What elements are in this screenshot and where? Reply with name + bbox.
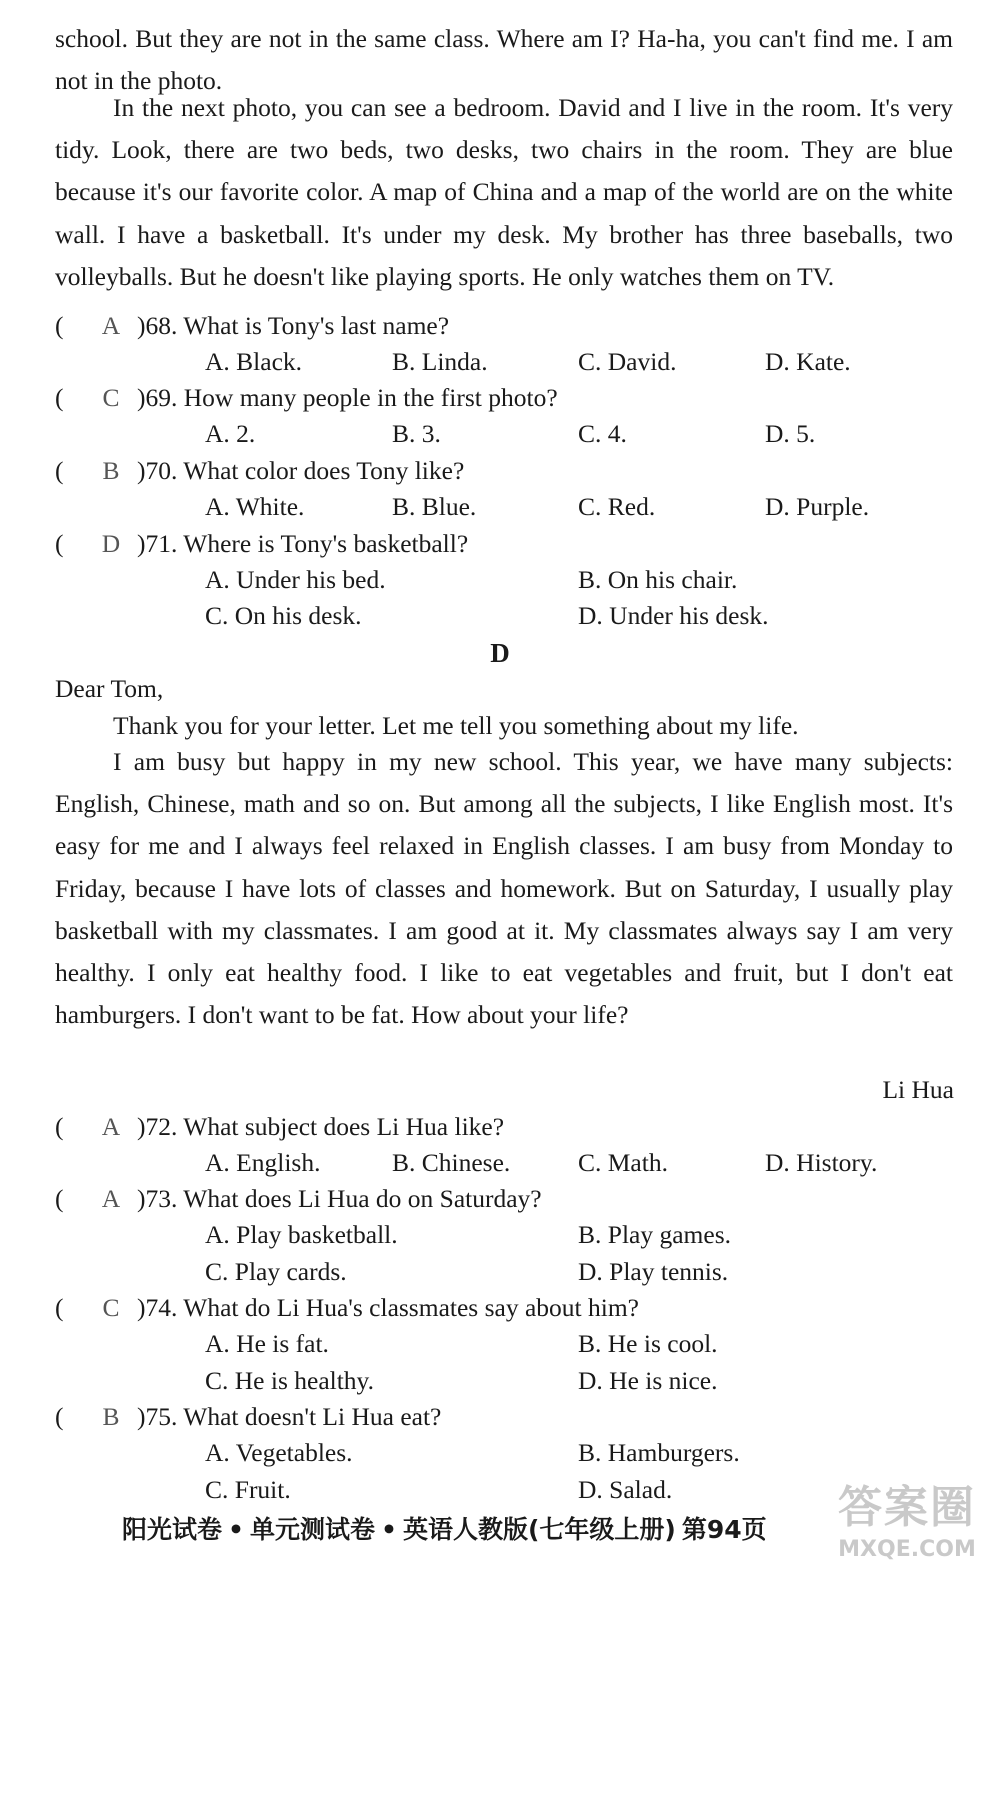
question-73: ( A )73. What does Li Hua do on Saturday? bbox=[55, 1178, 542, 1220]
watermark-logo bbox=[832, 1480, 982, 1572]
option-73-c: C. Play cards. bbox=[205, 1257, 347, 1286]
answer-70: B bbox=[102, 456, 120, 485]
question-69: ( C )69. How many people in the first photo? bbox=[55, 377, 558, 419]
option-71-d: D. Under his desk. bbox=[578, 601, 769, 630]
footer-series: 阳光试卷 bbox=[122, 1515, 223, 1544]
option-68-b: B. Linda. bbox=[392, 347, 488, 376]
option-74-d: D. He is nice. bbox=[578, 1366, 718, 1395]
option-72-d: D. History. bbox=[765, 1148, 878, 1177]
question-71-text: )71. Where is Tony's basketball? bbox=[137, 529, 469, 558]
letter-paragraph-2: I am busy but happy in my new school. This year, we have many subjects: English, Chinese, math and so on. But among all the subjects, I like English most. It's easy for me and I always feel relaxed in English classes. I am busy from Monday to Friday, because I have lots of classes and homework. But on Saturday, I usually play basketball with my classmates. I am good at it. My classmates always say I am very healthy. I only eat healthy food. I like to eat vegetables and fruit, but I don't eat hamburgers. I don't want to be fat. How about your life? bbox=[55, 747, 953, 1030]
option-70-a: A. White. bbox=[205, 492, 305, 521]
watermark-url: MXQE.COM bbox=[838, 1537, 976, 1562]
question-71: ( D )71. Where is Tony's basketball? bbox=[55, 523, 468, 565]
answer-72: A bbox=[101, 1112, 121, 1141]
answer-75: B bbox=[102, 1402, 120, 1431]
question-73-text: )73. What does Li Hua do on Saturday? bbox=[137, 1184, 542, 1213]
question-70: ( B )70. What color does Tony like? bbox=[55, 450, 464, 492]
option-75-d: D. Salad. bbox=[578, 1475, 673, 1504]
option-71-b: B. On his chair. bbox=[578, 565, 738, 594]
option-75-b: B. Hamburgers. bbox=[578, 1438, 740, 1467]
question-70-text: )70. What color does Tony like? bbox=[137, 456, 465, 485]
option-73-a: A. Play basketball. bbox=[205, 1220, 398, 1249]
passage-c-paragraph-2: In the next photo, you can see a bedroom. David and I live in the room. It's very tidy. Look, there are two beds, two desks, two chairs in the room. They are blue because it's our favorite color. A map of China and a map of the world are on the white wall. I have a basketball. It's under my desk. My brother has three baseballs, two volleyballs. But he doesn't like playing sports. He only watches them on TV. bbox=[55, 93, 953, 291]
footer-subtitle: 单元测试卷 bbox=[250, 1515, 376, 1544]
option-68-c: C. David. bbox=[578, 347, 677, 376]
letter-signature: Li Hua bbox=[882, 1075, 954, 1104]
question-74-text: )74. What do Li Hua's classmates say about him? bbox=[137, 1293, 639, 1322]
letter-greeting: Dear Tom, bbox=[55, 674, 164, 703]
option-73-d: D. Play tennis. bbox=[578, 1257, 729, 1286]
question-72: ( A )72. What subject does Li Hua like? bbox=[55, 1106, 504, 1148]
option-69-d: D. 5. bbox=[765, 419, 816, 448]
section-d-title: D bbox=[490, 638, 510, 668]
option-71-a: A. Under his bed. bbox=[205, 565, 386, 594]
option-72-b: B. Chinese. bbox=[392, 1148, 511, 1177]
option-75-a: A. Vegetables. bbox=[205, 1438, 353, 1467]
option-68-d: D. Kate. bbox=[765, 347, 851, 376]
option-70-b: B. Blue. bbox=[392, 492, 477, 521]
option-74-b: B. He is cool. bbox=[578, 1329, 718, 1358]
question-75: ( B )75. What doesn't Li Hua eat? bbox=[55, 1396, 441, 1438]
answer-69: C bbox=[102, 383, 120, 412]
question-68: ( A )68. What is Tony's last name? bbox=[55, 305, 449, 347]
question-69-text: )69. How many people in the first photo? bbox=[137, 383, 558, 412]
option-68-a: A. Black. bbox=[205, 347, 303, 376]
passage-c-paragraph-1: school. But they are not in the same class. Where am I? Ha-ha, you can't find me. I am not in the photo. bbox=[55, 24, 953, 96]
watermark-main-text: 答案圈 bbox=[838, 1482, 976, 1533]
option-74-a: A. He is fat. bbox=[205, 1329, 329, 1358]
question-68-text: )68. What is Tony's last name? bbox=[137, 311, 450, 340]
option-72-c: C. Math. bbox=[578, 1148, 668, 1177]
footer-dot-1: • bbox=[228, 1515, 244, 1544]
footer-page-number: 第94页 bbox=[681, 1515, 767, 1544]
page-footer bbox=[122, 1512, 773, 1548]
answer-68: A bbox=[101, 311, 121, 340]
letter-paragraph-1: Thank you for your letter. Let me tell you something about my life. bbox=[113, 711, 799, 740]
option-73-b: B. Play games. bbox=[578, 1220, 731, 1249]
answer-74: C bbox=[102, 1293, 120, 1322]
option-70-d: D. Purple. bbox=[765, 492, 870, 521]
option-71-c: C. On his desk. bbox=[205, 601, 362, 630]
question-72-text: )72. What subject does Li Hua like? bbox=[137, 1112, 505, 1141]
question-74: ( C )74. What do Li Hua's classmates say about him? bbox=[55, 1287, 639, 1329]
option-69-c: C. 4. bbox=[578, 419, 627, 448]
option-70-c: C. Red. bbox=[578, 492, 656, 521]
footer-edition: 英语人教版(七年级上册) bbox=[403, 1515, 676, 1544]
option-74-c: C. He is healthy. bbox=[205, 1366, 375, 1395]
footer-dot-2: • bbox=[381, 1515, 397, 1544]
option-72-a: A. English. bbox=[205, 1148, 321, 1177]
question-75-text: )75. What doesn't Li Hua eat? bbox=[137, 1402, 442, 1431]
option-69-b: B. 3. bbox=[392, 419, 441, 448]
option-75-c: C. Fruit. bbox=[205, 1475, 291, 1504]
answer-71: D bbox=[101, 529, 121, 558]
answer-73: A bbox=[101, 1184, 121, 1213]
option-69-a: A. 2. bbox=[205, 419, 256, 448]
